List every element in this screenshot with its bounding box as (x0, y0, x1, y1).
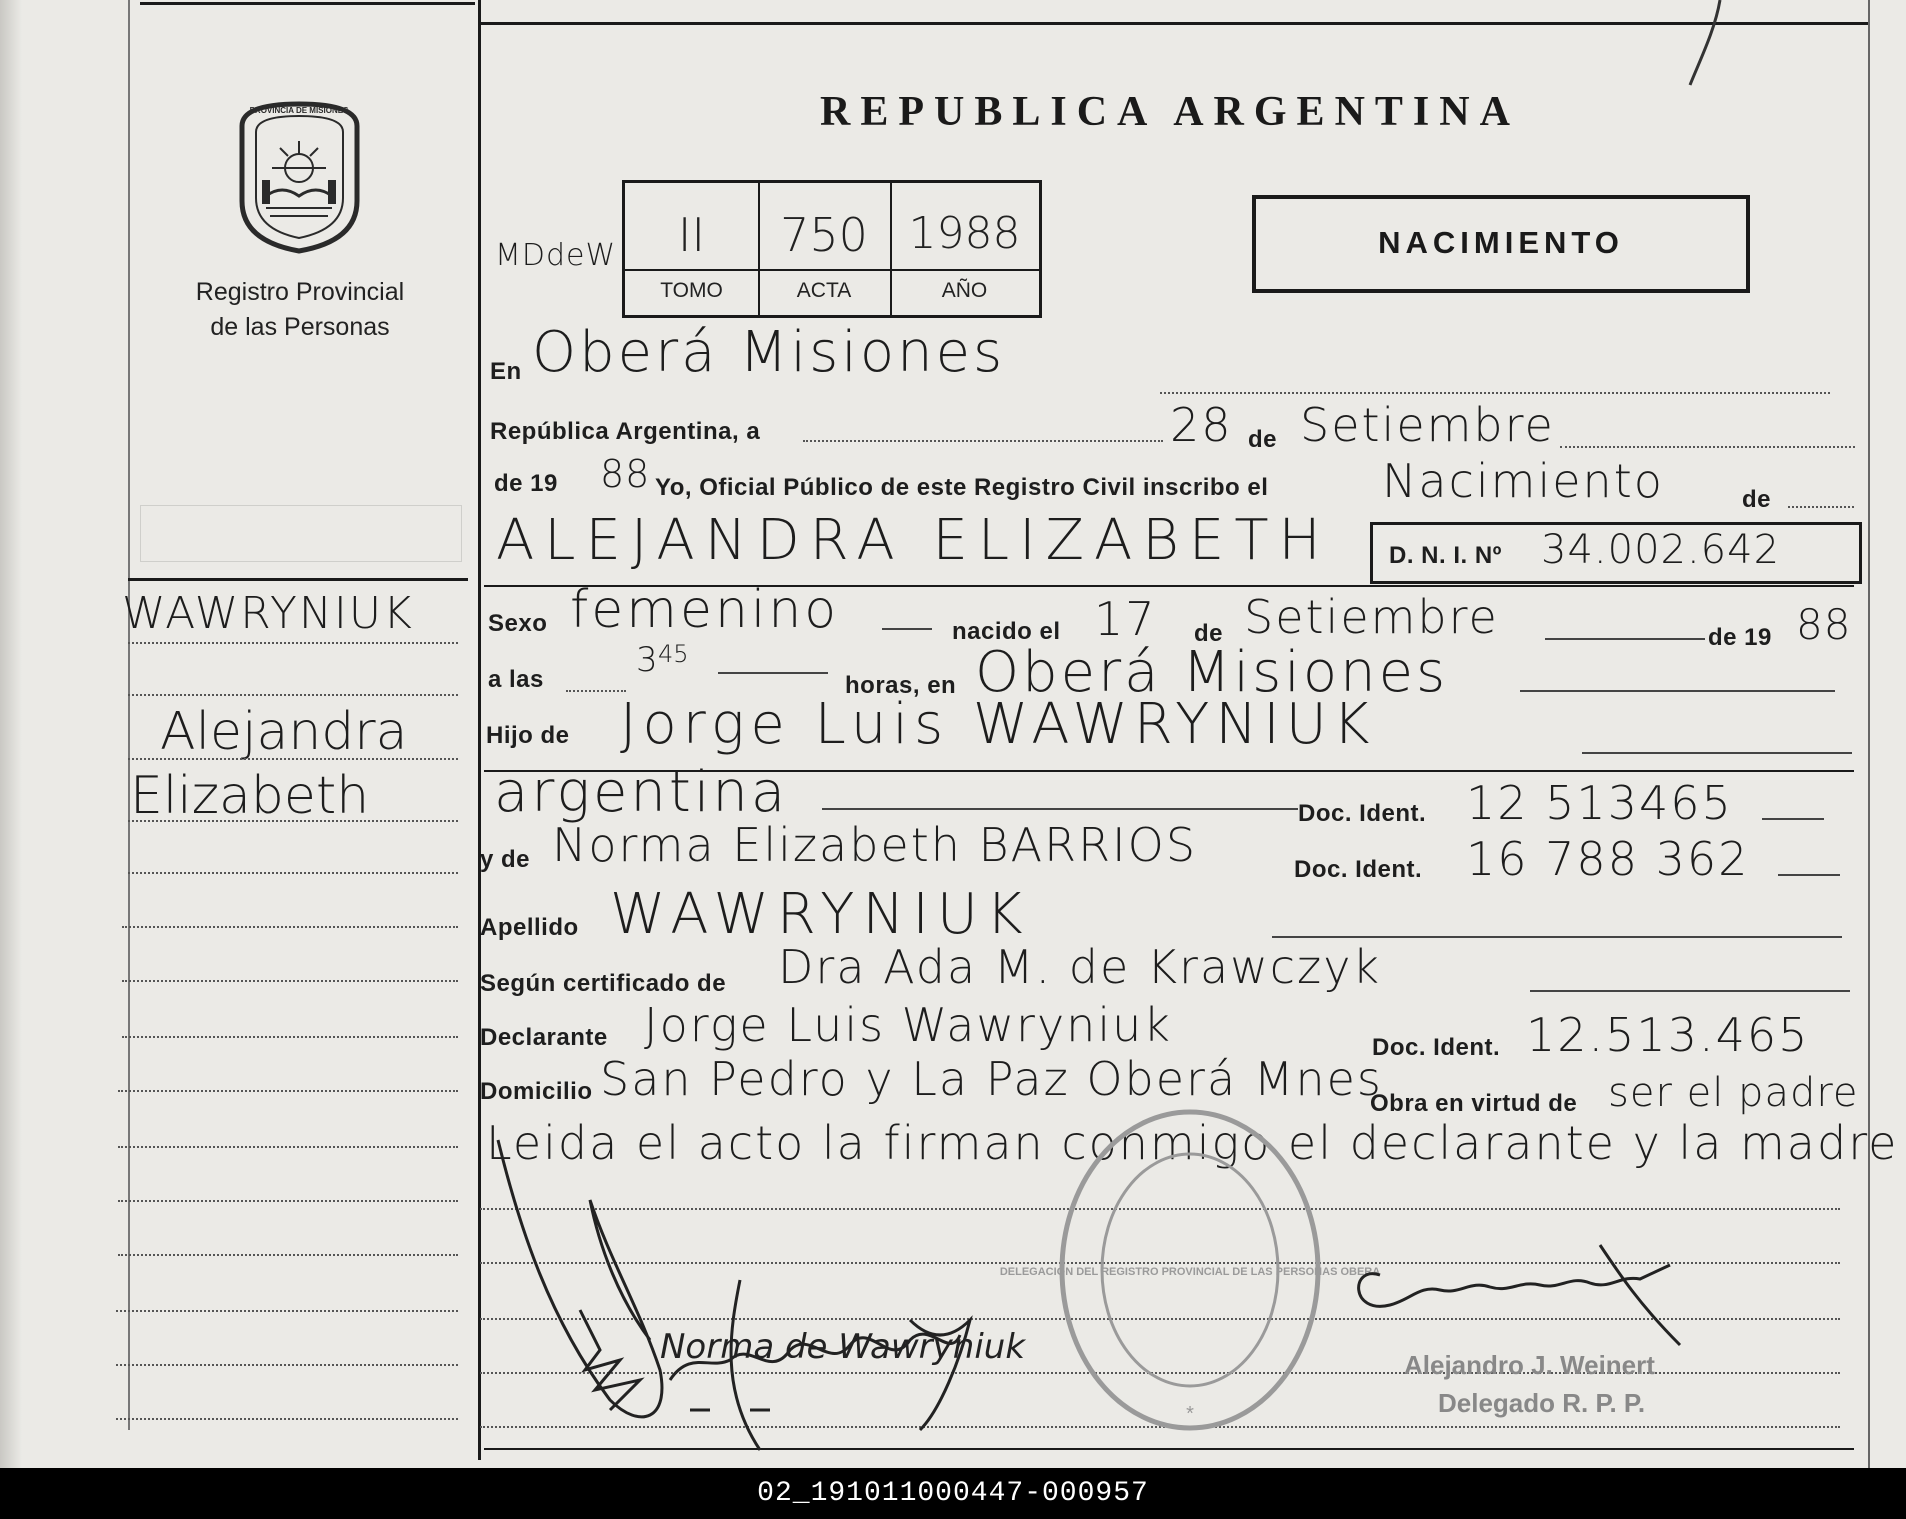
anio-label: AÑO (941, 279, 988, 302)
tomo-label: TOMO (660, 279, 723, 302)
form-type-box (1252, 195, 1750, 293)
dni-box (1370, 522, 1862, 584)
sidebar-dots (128, 758, 458, 760)
sidebar-given-name-1: Alejandra (160, 702, 408, 762)
sidebar-dots (128, 642, 458, 644)
right-margin-line (1868, 0, 1870, 1468)
doc-ident-label-3: Doc. Ident. (1372, 1034, 1501, 1061)
acta-label: ACTA (796, 279, 852, 302)
official-stamp-graphic (999, 1100, 1381, 1440)
sidebar-dots (122, 980, 458, 982)
hour-value: 3 (636, 640, 659, 680)
top-rule-left (140, 2, 475, 5)
declarante-signature-text: Norma de Wawryniuk (660, 1327, 1026, 1367)
month-value: Setiembre (1300, 398, 1555, 452)
sidebar-dots (118, 1200, 458, 1202)
sidebar-top-rule (128, 578, 468, 581)
acta-value: 750 (780, 208, 868, 262)
certificado-value: Dra Ada M. de Krawczyk (778, 940, 1382, 994)
date-de-label: de (1248, 426, 1278, 453)
mother-doc-value: 16 788 362 (1466, 832, 1750, 886)
doc-ident-label: Doc. Ident. (1298, 800, 1427, 827)
sidebar-dots (122, 926, 458, 928)
sidebar-dots (128, 694, 458, 696)
act-de-label: de (1742, 486, 1772, 513)
document-title: REPUBLICA ARGENTINA (820, 89, 1520, 135)
sidebar-surname: WAWRYNIUK (122, 588, 414, 639)
registry-name-line2: de las Personas (210, 313, 390, 341)
declarante-signature (490, 1110, 1026, 1460)
act-type-value: Nacimiento (1382, 454, 1664, 508)
margin-note: MDdeW (495, 238, 617, 273)
declarante-doc-value: 12.513.465 (1526, 1008, 1810, 1062)
declarante-label: Declarante (480, 1024, 608, 1051)
province-seal (232, 96, 367, 256)
official-title: Delegado R. P. P. (1438, 1388, 1646, 1418)
sexo-label: Sexo (488, 610, 548, 637)
birth-place-line (1520, 690, 1835, 692)
sidebar-dots (118, 1090, 458, 1092)
place-value: Oberá Misiones (532, 320, 1006, 385)
father-doc-line (1762, 818, 1824, 820)
sidebar-dots (128, 872, 458, 874)
sidebar-dots (128, 820, 458, 822)
acta-cell (758, 183, 890, 315)
hour-dots (566, 690, 626, 692)
obra-label: Obra en virtud de (1370, 1090, 1578, 1117)
official-name: Alejandro J. Weinert (1404, 1350, 1655, 1380)
official-signature (1340, 1235, 1760, 1345)
birth-de-label: de (1194, 620, 1224, 647)
sidebar-given-name-2: Elizabeth (130, 766, 370, 826)
nacido-label: nacido el (952, 618, 1061, 645)
left-margin-line (128, 0, 130, 1430)
segun-label: Según certificado de (480, 970, 727, 997)
nationality-line (822, 808, 1298, 810)
domicilio-label: Domicilio (480, 1078, 593, 1105)
record-number-box (622, 180, 1042, 318)
horas-label: horas, en (845, 672, 957, 699)
form-type-label: NACIMIENTO (1378, 225, 1624, 260)
act-dots (1788, 506, 1854, 508)
doc-ident-label-2: Doc. Ident. (1294, 856, 1423, 883)
page-edge-shadow (0, 0, 22, 1468)
hour-line (718, 672, 828, 674)
dni-label: D. N. I. Nº (1389, 542, 1502, 569)
sidebar-dots (118, 1254, 458, 1256)
year-suffix-value: 88 (600, 452, 651, 496)
father-name-line (1582, 752, 1852, 754)
official-stamp (999, 1100, 1381, 1440)
registry-name-line1: Registro Provincial (195, 278, 405, 306)
sidebar-faint-box (140, 505, 462, 562)
sidebar-dots (116, 1364, 458, 1366)
top-right-pen-mark (1670, 0, 1730, 90)
file-id-caption: 02_191011000447-000957 (0, 1468, 1906, 1519)
father-nationality-value: argentina (494, 760, 789, 825)
anio-cell (890, 183, 1039, 315)
y-de-label: y de (480, 846, 531, 873)
a-las-label: a las (488, 666, 544, 693)
sidebar-dots (116, 1418, 458, 1420)
birth-day-value: 17 (1094, 592, 1157, 646)
svg-text:*: * (1186, 1403, 1194, 1425)
child-name-value: ALEJANDRA ELIZABETH (496, 508, 1331, 573)
hijo-label: Hijo de (486, 722, 570, 749)
seal-text: PROVINCIA DE MISIONES (249, 106, 349, 115)
anio-value: 1988 (908, 208, 1021, 259)
father-doc-value: 12 513465 (1466, 776, 1733, 830)
republica-label: República Argentina, a (490, 418, 761, 445)
column-divider (478, 0, 481, 1460)
tomo-cell (625, 183, 758, 315)
birth-month-line (1545, 638, 1705, 640)
apellido-value: WAWRYNIUK (610, 882, 1031, 947)
domicilio-value: San Pedro y La Paz Oberá Mnes (600, 1052, 1383, 1106)
sexo-line (882, 628, 932, 630)
certificado-line (1530, 990, 1850, 992)
stamp-text: DELEGACION DEL REGISTRO PROVINCIAL DE LAS PERSONAS OBERA (999, 1266, 1381, 1278)
mother-name-value: Norma Elizabeth BARRIOS (552, 818, 1198, 872)
declarante-value: Jorge Luis Wawryniuk (644, 998, 1172, 1052)
birth-month-value: Setiembre (1244, 590, 1499, 644)
date-dots (803, 440, 1163, 442)
top-rule-right (480, 22, 1870, 25)
obra-value: ser el padre (1608, 1070, 1859, 1116)
birth-year-suffix-value: 88 (1796, 600, 1852, 649)
oficial-text: Yo, Oficial Público de este Registro Civil inscribo el (655, 474, 1269, 501)
month-dots (1560, 446, 1855, 448)
apellido-line (1272, 936, 1842, 938)
mother-doc-line (1778, 874, 1840, 876)
tomo-value: II (677, 208, 706, 262)
closing-text: Leida el acto la firman conmigo el declarante y la madre (486, 1116, 1899, 1170)
de19-label: de 19 (494, 470, 558, 497)
apellido-label: Apellido (480, 914, 579, 941)
sidebar-dots (118, 1146, 458, 1148)
birth-de19-label: de 19 (1708, 624, 1772, 651)
dni-value: 34.002.642 (1541, 527, 1781, 573)
sidebar-dots (122, 1036, 458, 1038)
place-dots (1160, 392, 1830, 394)
birth-place-value: Oberá Misiones (975, 640, 1449, 705)
sidebar-dots (116, 1310, 458, 1312)
en-label: En (490, 358, 522, 385)
sexo-value: femenino (570, 580, 840, 640)
day-value: 28 (1170, 398, 1233, 452)
father-name-value: Jorge Luis WAWRYNIUK (620, 692, 1376, 757)
minutes-value: 45 (658, 640, 689, 668)
